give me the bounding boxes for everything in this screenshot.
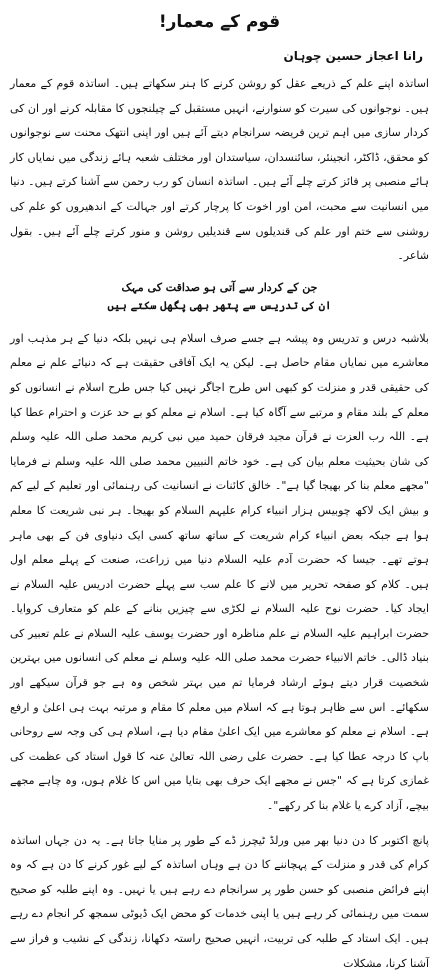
couplet-line-2: ان کی تدریس سے پتھر بھی پگھل سکتے ہیں [107,298,332,312]
paragraph-intro: اساتذہ اپنے علم کے ذریعے عقل کو روشن کرنے کا ہنر سکھاتے ہیں۔ اساتذہ قوم کے معمار ہیں۔ نوجوانوں کی سیرت کو سنوارنے، انہیں مستقبل کے چیلنجوں کا مقابلہ کرنے اور ان کی کردار سازی میں اہم ترین فریضہ سرانجام دیتے آئے ہیں اور اپنی انتھک محنت سے نوجوانوں کو محقق، ڈاکٹر، انجینئر، سائنسدان، سیاستدان اور مختلف شعبہ ہائے زندگی میں نمایاں کار ہائے منصبی پر فائز کرتے چلے آئے ہیں۔ اساتذہ انسان کو رب رحمن سے آشنا کرتے ہیں۔ دنیا میں انسانیت سے محبت، امن اور اخوت کا پرچار کرتے اور جہالت کے اندھیروں کو علم کی روشنی سے ختم اور علم کی قندیلوں سے قندیلیں روشن و منور کرتے چلے آئے ہیں۔ بقول شاعر۔ [10,77,429,263]
paragraph-islam-teacher: بلاشبہ درس و تدریس وہ پیشہ ہے جسے صرف اسلام ہی نہیں بلکہ دنیا کے ہر مذہب اور معاشرے میں نمایاں مقام حاصل ہے۔ لیکن یہ ایک آفاقی حقیقت ہے کہ دنیائے علم نے معلم کی حقیقی قدر و منزلت کو کبھی اس طرح اجاگر نہیں کیا جس طرح اسلام نے انسانوں کو معلم کے بلند مقام و مرتبے سے آگاہ کیا ہے۔ اسلام نے معلم کو بے حد عزت و احترام عطا کیا ہے۔ اللہ رب العزت نے قرآن مجید فرقان حمید میں نبی کریم محمد صلی اللہ علیہ وسلم کی شان بحیثیت معلم بیان کی ہے۔ خود خاتم النبیین محمد صلی اللہ علیہ وسلم نے فرمایا "مجھے معلم بنا کر بھیجا گیا ہے"۔ خالق کائنات نے انسانیت کی رہنمائی اور تعلیم کے لیے کم و بیش ایک لاکھ چوبیس ہزار انبیاء کرام علیہم السلام کو بھیجا۔ ہر نبی شریعت کا معلم ہوا ہے جبکہ بعض انبیاء کرام شریعت کے ساتھ ساتھ کسی ایک دنیاوی فن کے بھی ماہر ہوتے تھے۔ جیسا کہ حضرت آدم علیہ السلام دنیا میں زراعت، صنعت کے پہلے معلم اول ہیں۔ کلام کو صفحہ تحریر میں لانے کا علم سب سے پہلے حضرت ادریس علیہ السلام نے ایجاد کیا۔ حضرت نوح علیہ السلام نے لکڑی سے چیزیں بنانے کے علم کو متعارف کروایا۔ حضرت ابراہیم علیہ السلام نے علم مناظرہ اور حضرت یوسف علیہ السلام نے علم تعبیر کی بنیاد ڈالی۔ خاتم الانبیاء حضرت محمد صلی اللہ علیہ وسلم نے معلم کی انسانوں میں بہترین شخصیت قرار دیتے ہوئے ارشاد فرمایا تم میں بہتر شخص وہ ہے جو قرآن سیکھے اور سکھائے۔ اس سے ظاہر ہوتا ہے کہ اسلام میں معلم کا مقام و مرتبہ بہت ہی اعلیٰ و ارفع ہے۔ اسلام نے معلم کو معاشرے میں ایک اعلیٰ مقام دیا ہے، اسلام ہی کی وجہ سے روحانی باپ کا درجہ عطا کیا ہے۔ حضرت علی رضی اللہ تعالیٰ عنہ کا قول استاد کی عظمت کی غمازی کرتا ہے کہ "جس نے مجھے ایک حرف بھی بتایا میں اس کا غلام ہوں، وہ چاہے مجھے بیچے، آزاد کرے یا غلام بنا کر رکھے"۔ [10,331,429,813]
paragraph-teachers-day: پانچ اکتوبر کا دن دنیا بھر میں ورلڈ ٹیچرز ڈے کے طور پر منایا جاتا ہے۔ یہ دن جہاں اساتذہ کرام کی قدر و منزلت کے پہچاننے کا دن ہے وہاں اساتذہ کے لیے غور کرنے کا دن ہے کہ وہ اپنے فرائض منصبی کو حسن طور پر سرانجام دے رہے ہیں یا نہیں۔ وہ اپنے طلبہ کو صحیح سمت میں رہنمائی کر رہے ہیں یا اپنی خدمات کو محض ایک ڈیوٹی سمجھ کر انجام دے رہے ہیں۔ ایک استاد کے طلبہ کی تربیت، انہیں صحیح راستہ دکھانا، زندگی کے نشیب و فراز سے آشنا کرنا، مشکلات [10,833,429,970]
article-title: قوم کے معمار! [158,12,281,32]
couplet-line-1: جن کے کردار سے آتی ہو صداقت کی مہک [121,280,318,294]
poetry-couplet [10,279,429,315]
author-byline: رانا اعجاز حسین چوہان [283,49,423,63]
